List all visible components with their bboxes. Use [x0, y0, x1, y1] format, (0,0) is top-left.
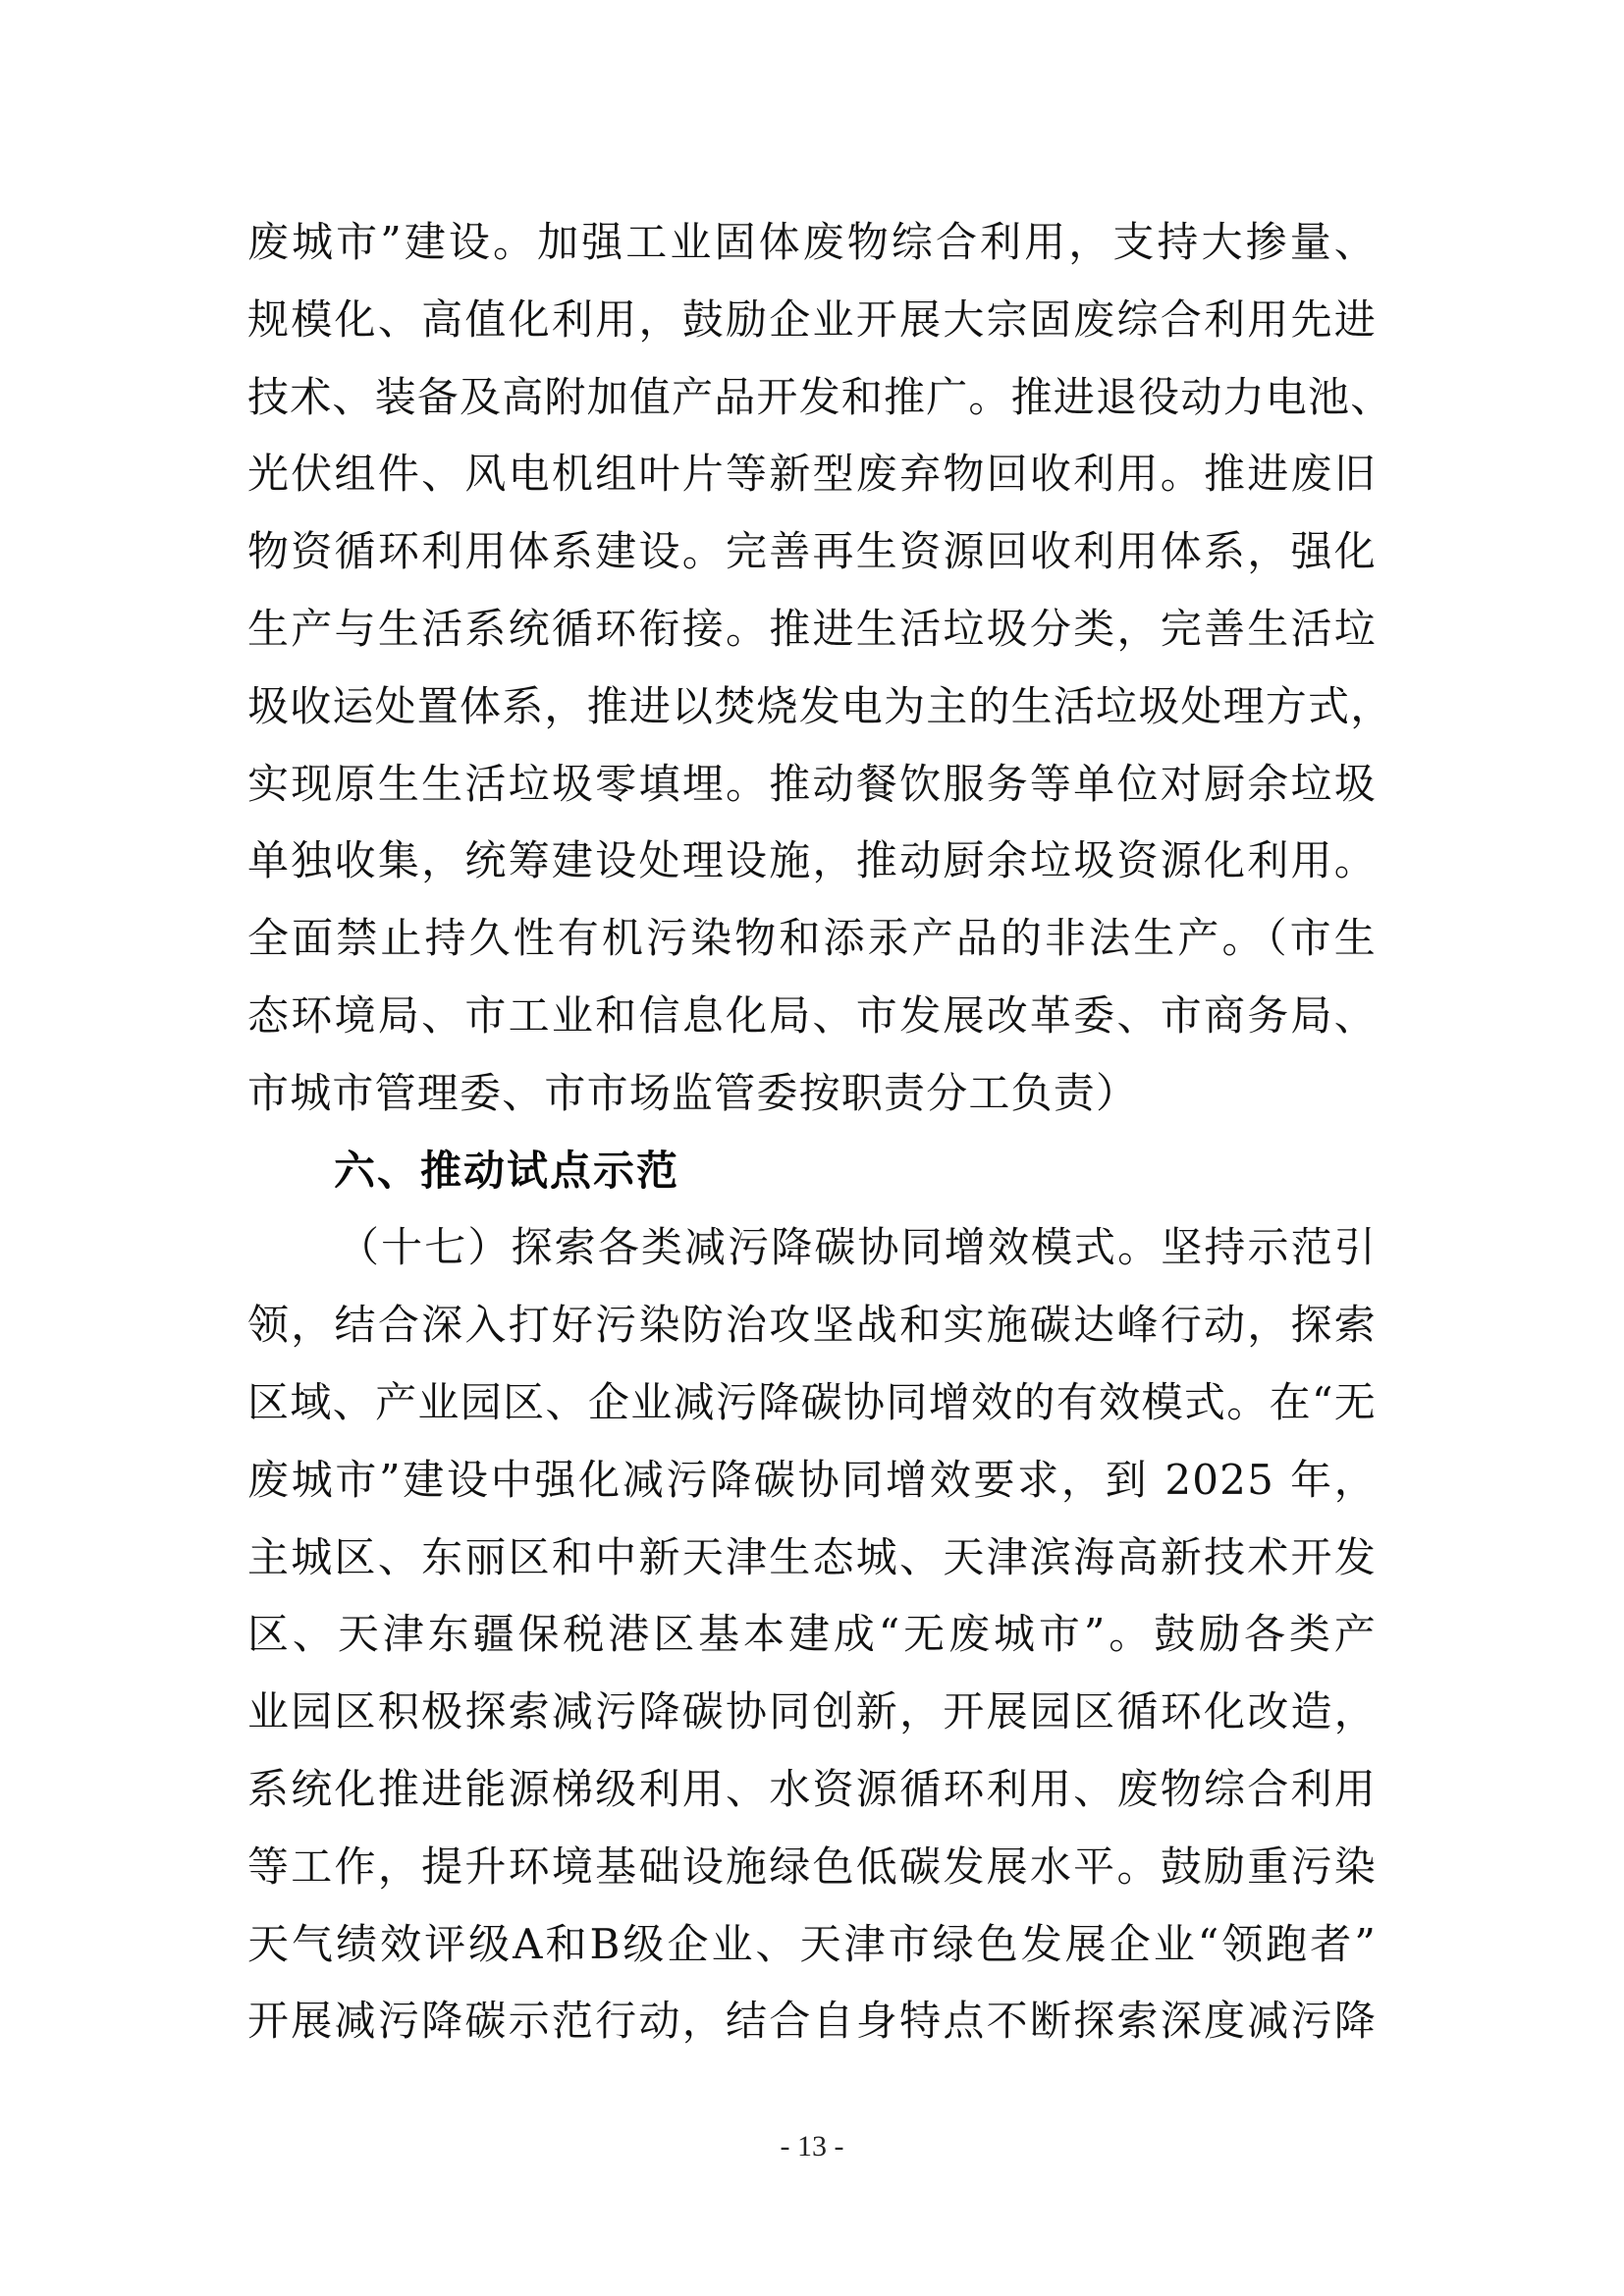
- page-number: - 13 -: [780, 2130, 844, 2163]
- text-line: 单独收集，统筹建设处理设施，推动厨余垃圾资源化利用。: [247, 836, 1377, 885]
- text-line: 区域、产业园区、企业减污降碳协同增效的有效模式。在“无: [247, 1377, 1377, 1426]
- text-line: 等工作，提升环境基础设施绿色低碳发展水平。鼓励重污染: [247, 1842, 1377, 1891]
- text-line: 开展减污降碳示范行动，结合自身特点不断探索深度减污降: [247, 1997, 1377, 2046]
- text-line: 系统化推进能源梯级利用、水资源循环利用、废物综合利用: [247, 1764, 1377, 1813]
- text-line: 规模化、高值化利用，鼓励企业开展大宗固废综合利用先进: [247, 294, 1377, 344]
- text-line: 业园区积极探索减污降碳协同创新，开展园区循环化改造，: [247, 1687, 1377, 1736]
- text-line: 全面禁止持久性有机污染物和添汞产品的非法生产。（市生: [247, 914, 1377, 963]
- text-line: 主城区、东丽区和中新天津生态城、天津滨海高新技术开发: [247, 1532, 1377, 1581]
- text-line: 技术、装备及高附加值产品开发和推广。推进退役动力电池、: [247, 372, 1393, 421]
- text-line: 光伏组件、风电机组叶片等新型废弃物回收利用。推进废旧: [247, 450, 1377, 499]
- body-text: [247, 204, 1393, 2060]
- text-line: 圾收运处置体系，推进以焚烧发电为主的生活垃圾处理方式，: [247, 681, 1393, 730]
- text-line: 实现原生生活垃圾零填埋。推动餐饮服务等单位对厨余垃圾: [247, 759, 1377, 808]
- text-line: 天气绩效评级A和B级企业、天津市绿色发展企业“领跑者”: [247, 1919, 1377, 1968]
- text-line: 市城市管理委、市市场监管委按职责分工负责）: [247, 1068, 1139, 1117]
- text-line: 生产与生活系统循环衔接。推进生活垃圾分类，完善生活垃: [247, 604, 1377, 653]
- text-line: 废城市”建设。加强工业固体废物综合利用，支持大掺量、: [247, 218, 1377, 266]
- section-heading: 六、推动试点示范: [334, 1146, 680, 1195]
- text-line: 态环境局、市工业和信息化局、市发展改革委、市商务局、: [247, 990, 1377, 1040]
- text-line: 区、天津东疆保税港区基本建成“无废城市”。鼓励各类产: [247, 1610, 1377, 1659]
- text-line: 废城市”建设中强化减污降碳协同增效要求，到 2025 年，: [247, 1455, 1377, 1504]
- text-line: 物资循环利用体系建设。完善再生资源回收利用体系，强化: [247, 527, 1377, 576]
- paragraph-17: [247, 1209, 1377, 2060]
- text-line: 领，结合深入打好污染防治攻坚战和实施碳达峰行动，探索: [247, 1301, 1377, 1350]
- paragraph-continued: [247, 204, 1393, 1133]
- text-line: （十七）探索各类减污降碳协同增效模式。坚持示范引: [338, 1223, 1377, 1272]
